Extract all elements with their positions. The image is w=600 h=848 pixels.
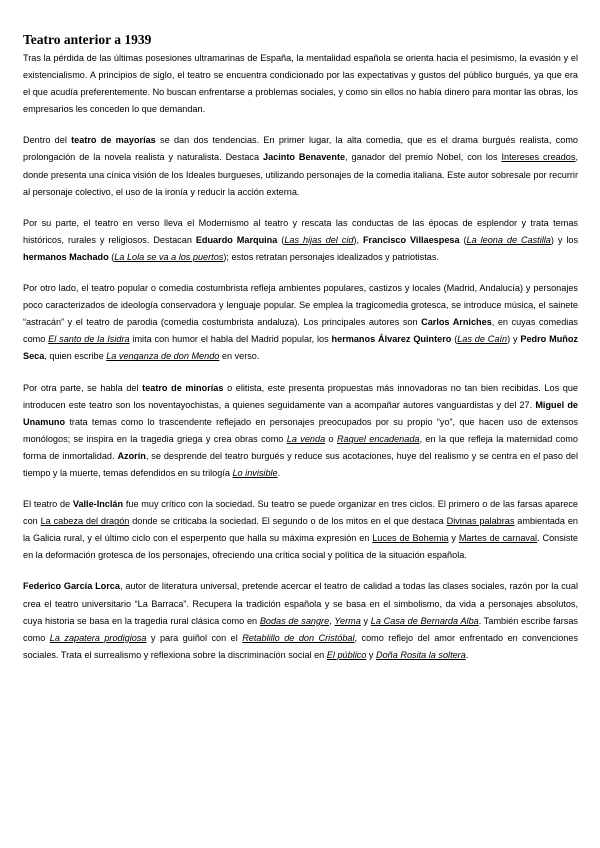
- work-title: La cabeza del dragón: [40, 516, 130, 527]
- author-name: Valle-Inclán: [72, 499, 124, 510]
- paragraph-teatro-minorias: [23, 380, 578, 483]
- text-run: Por otro lado, el teatro popular o comedia costumbrista refleja ambientes populares, castizos y locales (Madrid, Andalucía) y personajes poco caracterizados de ideología conservadora y lenguaje popular. Se emplea la tragicomedia grotesca, se introduce música, el sainete “astracán” y el teatro de parodia (comedia costumbrista andaluza). Los principales autores son: [23, 283, 578, 328]
- text-run: Dentro del: [23, 135, 72, 146]
- work-title: Lo invisible: [232, 467, 278, 478]
- text-run: . Consiste en la deformación grotesca de los personajes, ofreciendo una crítica social y política de la situación española.: [23, 533, 579, 561]
- work-title: La Casa de Bernarda Alba: [370, 615, 479, 626]
- work-title: Yerma: [334, 615, 361, 626]
- work-title: El santo de la Isidra: [48, 334, 130, 345]
- work-title: La venda: [286, 433, 326, 444]
- work-title: Luces de Bohemia: [372, 533, 449, 544]
- author-name: Jacinto Benavente: [263, 152, 346, 163]
- author-name: hermanos Álvarez Quintero: [331, 334, 452, 345]
- text-run: fue muy crítico con la sociedad. Su teatro se puede organizar en tres ciclos. El primero o de las farsas aparece con: [23, 499, 578, 527]
- work-title: Martes de carnaval: [458, 533, 538, 544]
- text-run: El teatro de: [23, 499, 73, 510]
- work-title: La venganza de don Mendo: [106, 351, 220, 362]
- text-run: ) y: [507, 334, 521, 345]
- text-run: .: [277, 467, 281, 478]
- text-run: , se desprende del teatro burgués y reduce sus acotaciones, huye del realismo y se centra en el paso del tiempo y la muerte, temas defendidos en su trilogía: [23, 450, 579, 478]
- text-run: . También escribe farsas como: [23, 615, 578, 643]
- text-run: ,: [329, 615, 335, 626]
- bold-term: teatro de minorías: [142, 382, 224, 393]
- work-title: Doña Rosita la soltera: [376, 649, 466, 660]
- text-run: o: [325, 433, 337, 444]
- author-name: hermanos Machado: [23, 251, 109, 262]
- bold-term: teatro de mayorías: [71, 135, 156, 146]
- text-run: (: [108, 251, 115, 262]
- work-title: Intereses creados: [501, 152, 576, 163]
- text-run: ); estos retratan personajes idealizados y patriotistas.: [223, 251, 439, 262]
- work-title: La leona de Castilla: [466, 234, 551, 245]
- text-run: ) y los: [550, 234, 579, 245]
- author-name: Miguel de Unamuno: [23, 399, 578, 427]
- text-run: ),: [353, 234, 363, 245]
- text-run: Por otra parte, se habla del: [23, 382, 143, 393]
- text-run: , donde presenta una cínica visión de los Ideales burgueses, utilizando personajes de la comedia italiana. Este autor sobresale por recurrir al personaje colectivo, el uso de la ironía y reducir la acción externa.: [23, 152, 578, 197]
- author-name: Federico García Lorca: [23, 581, 120, 592]
- text-run: donde se criticaba la sociedad. El segundo o de los mitos en el que destaca: [129, 516, 447, 527]
- work-title: El público: [326, 649, 367, 660]
- text-run: trata temas como lo trascendente reflejado en personajes preocupados por su propio “yo”, que hacen uso de extensos monólogos; se inspira en la tragedia griega y crea obras como: [23, 416, 578, 444]
- paragraph-intro: [23, 50, 578, 118]
- text-run: en verso.: [219, 351, 260, 362]
- text-run: , en la que refleja la maternidad como forma de inmortalidad.: [23, 433, 578, 461]
- text-run: , autor de literatura universal, pretende acercar el teatro de calidad a todas las clases sociales, razón por la cual crea el teatro universitario “La Barraca”. Recupera la tradición española y se basa en el simbolismo, da vida a personajes absolutos, cuya historia se basa en la tragedia rural clásica como en: [23, 581, 578, 626]
- work-title: Bodas de sangre: [259, 615, 330, 626]
- page-title: Teatro anterior a 1939: [23, 32, 152, 47]
- work-title: La zapatera prodigiosa: [49, 632, 147, 643]
- text-run: Por su parte, el teatro en verso lleva el Modernismo al teatro y rescata las conductas de las épocas de esplendor y trata temas históricos, rurales y religiosos. Destacan: [23, 217, 578, 245]
- paragraph-valle-inclan: [23, 496, 578, 564]
- author-name: Azorín: [117, 450, 146, 461]
- text-run: (: [459, 234, 467, 245]
- work-title: La Lola se va a los puertos: [114, 251, 224, 262]
- author-name: Francisco Villaespesa: [362, 234, 460, 245]
- paragraph-teatro-popular: [23, 280, 578, 365]
- text-run: , como reflejo del amor enfrentado en convenciones sociales. Trata el surrealismo y reflexiona sobre la discriminación social en: [23, 632, 578, 660]
- text-run: y para guiñol con el: [146, 632, 243, 643]
- text-run: Tras la pérdida de las últimas posesiones ultramarinas de España, la mentalidad española se orienta hacia el pesimismo, la evasión y el existencialismo. A principios de siglo, el teatro se encuentra condicionado por las expectativas y gustos del público burgués, ya que era el que acudía preferentemente. No buscan enfrentarse a problemas sociales, y como sin ellos no había dinero para montar las obras, los empresarios les conceden lo que demandan.: [23, 53, 578, 115]
- text-run: ambientada en la Galicia rural, y el último ciclo con el esperpento que halla su máxima expresión en: [23, 516, 578, 544]
- text-run: , quien escribe: [44, 351, 107, 362]
- text-run: y: [360, 615, 371, 626]
- text-run: y: [448, 533, 459, 544]
- paragraph-teatro-mayorias: [23, 132, 578, 200]
- work-title: Las de Caín: [457, 334, 508, 345]
- work-title: Retablillo de don Cristóbal: [242, 632, 355, 643]
- paragraph-garcia-lorca: [23, 578, 578, 663]
- work-title: Divinas palabras: [446, 516, 515, 527]
- text-run: se dan dos tendencias. En primer lugar, la alta comedia, que es el drama burgués realista, como prolongación de la novela realista y naturalista. Destaca: [23, 135, 578, 163]
- text-run: o elitista, este presenta propuestas más innovadoras no tan bien recibidas. Los que introducen este teatro son los noventayochistas, a quienes seguidamente van a acompañar autores vanguardistas y del 27.: [23, 382, 578, 410]
- text-run: imita con humor el habla del Madrid popular, los: [129, 334, 332, 345]
- text-run: (: [451, 334, 458, 345]
- work-title: Las hijas del cid: [284, 234, 354, 245]
- author-name: Eduardo Marquina: [195, 234, 278, 245]
- author-name: Pedro Muñoz Seca: [23, 334, 578, 362]
- text-run: , ganador del premio Nobel, con los: [345, 152, 502, 163]
- work-title: Raquel encadenada: [336, 433, 420, 444]
- text-run: y: [366, 649, 377, 660]
- text-run: , en cuyas comedias como: [23, 317, 578, 345]
- text-run: .: [465, 649, 469, 660]
- paragraph-teatro-verso: [23, 215, 578, 266]
- text-run: (: [277, 234, 285, 245]
- author-name: Carlos Arniches: [421, 317, 492, 328]
